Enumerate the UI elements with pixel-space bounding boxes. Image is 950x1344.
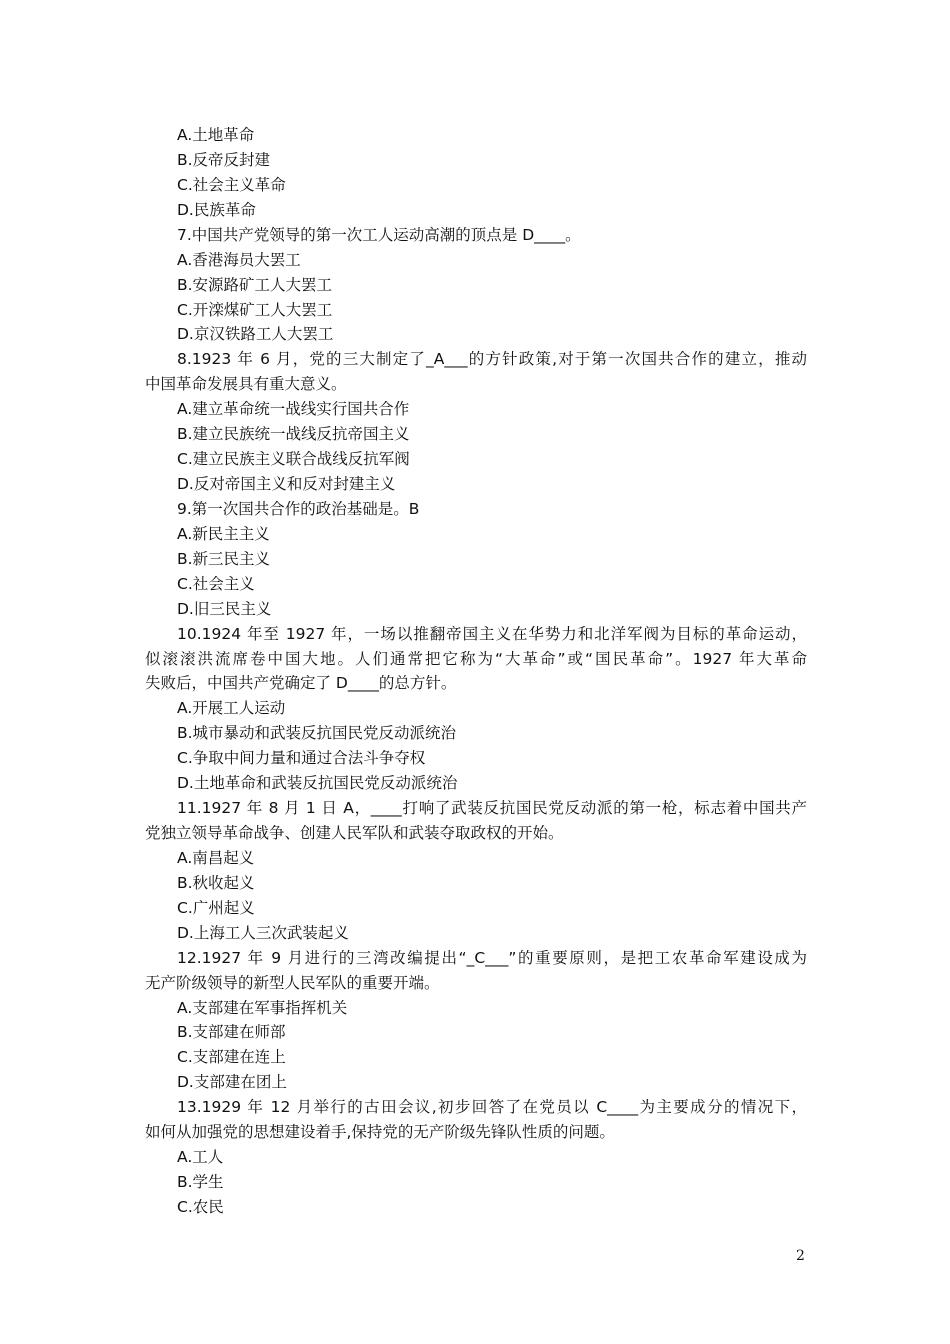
text-line: 7.中国共产党领导的第一次工人运动高潮的顶点是 D____。	[177, 225, 581, 244]
text-line: A.香港海员大罢工	[177, 250, 301, 269]
page-number: 2	[796, 1248, 805, 1264]
text-line: 9.第一次国共合作的政治基础是。B	[177, 499, 420, 518]
text-line: C.社会主义	[177, 574, 255, 593]
text-line: B.城市暴动和武装反抗国民党反动派统治	[177, 724, 457, 743]
text-line: 党独立领导革命战争、创建人民军队和武装夺取政权的开始。	[145, 824, 564, 843]
text-line: A.土地革命	[177, 126, 255, 144]
text-line: A.支部建在军事指挥机关	[177, 998, 348, 1017]
text-line: C.开滦煤矿工人大罢工	[177, 300, 333, 319]
text-line: B.支部建在师部	[177, 1023, 286, 1042]
text-line: D.旧三民主义	[177, 599, 272, 618]
text-line: 中国革命发展具有重大意义。	[145, 375, 347, 394]
text-line: 8.1923 年 6 月，党的三大制定了_A___的方针政策,对于第一次国共合作的建立，推动	[177, 350, 807, 369]
text-line: 13.1929 年 12 月举行的古田会议,初步回答了在党员以 C____为主要成分的情况下，	[177, 1098, 807, 1117]
text-line: D.支部建在团上	[177, 1073, 287, 1092]
text-line: B.安源路矿工人大罢工	[177, 275, 333, 294]
text-line: A.建立革命统一战线实行国共合作	[177, 400, 410, 419]
text-line: 10.1924 年至 1927 年，一场以推翻帝国主义在华势力和北洋军阀为目标的革命运动，	[177, 624, 807, 643]
text-line: 失败后，中国共产党确定了 D____的总方针。	[145, 674, 457, 693]
text-line: 11.1927 年 8 月 1 日 A，____打响了武装反抗国民党反动派的第一枪，标志着中国共产	[177, 799, 807, 818]
text-line: D.反对帝国主义和反对封建主义	[177, 475, 396, 494]
text-line: B.反帝反封建	[177, 150, 271, 169]
text-line: A.开展工人运动	[177, 699, 286, 718]
text-line: C.广州起义	[177, 898, 255, 917]
text-line: 无产阶级领导的新型人民军队的重要开端。	[145, 973, 440, 992]
text-line: B.新三民主义	[177, 549, 271, 568]
text-line: D.上海工人三次武装起义	[177, 923, 349, 942]
text-line: 如何从加强党的思想建设着手,保持党的无产阶级先锋队性质的问题。	[145, 1123, 615, 1142]
text-line: C.农民	[177, 1197, 224, 1216]
text-line: A.工人	[177, 1148, 224, 1167]
text-line: B.学生	[177, 1173, 224, 1192]
text-line: D.土地革命和武装反抗国民党反动派统治	[177, 774, 458, 793]
text-line: C.支部建在连上	[177, 1048, 286, 1067]
text-line: A.新民主主义	[177, 524, 270, 543]
text-line: D.民族革命	[177, 200, 256, 219]
text-line: C.社会主义革命	[177, 175, 286, 194]
text-line: 似滚滚洪流席卷中国大地。人们通常把它称为“大革命”或“国民革命”。1927 年大革命	[145, 649, 807, 668]
text-line: B.秋收起义	[177, 873, 255, 892]
text-line: C.建立民族主义联合战线反抗军阀	[177, 450, 410, 469]
text-line: B.建立民族统一战线反抗帝国主义	[177, 425, 410, 444]
text-line: A.南昌起义	[177, 848, 255, 867]
text-line: 12.1927 年 9 月进行的三湾改编提出“_C___”的重要原则，是把工农革命军建设成为	[177, 948, 807, 967]
text-line: D.京汉铁路工人大罢工	[177, 325, 334, 344]
text-line: C.争取中间力量和通过合法斗争夺权	[177, 749, 426, 768]
